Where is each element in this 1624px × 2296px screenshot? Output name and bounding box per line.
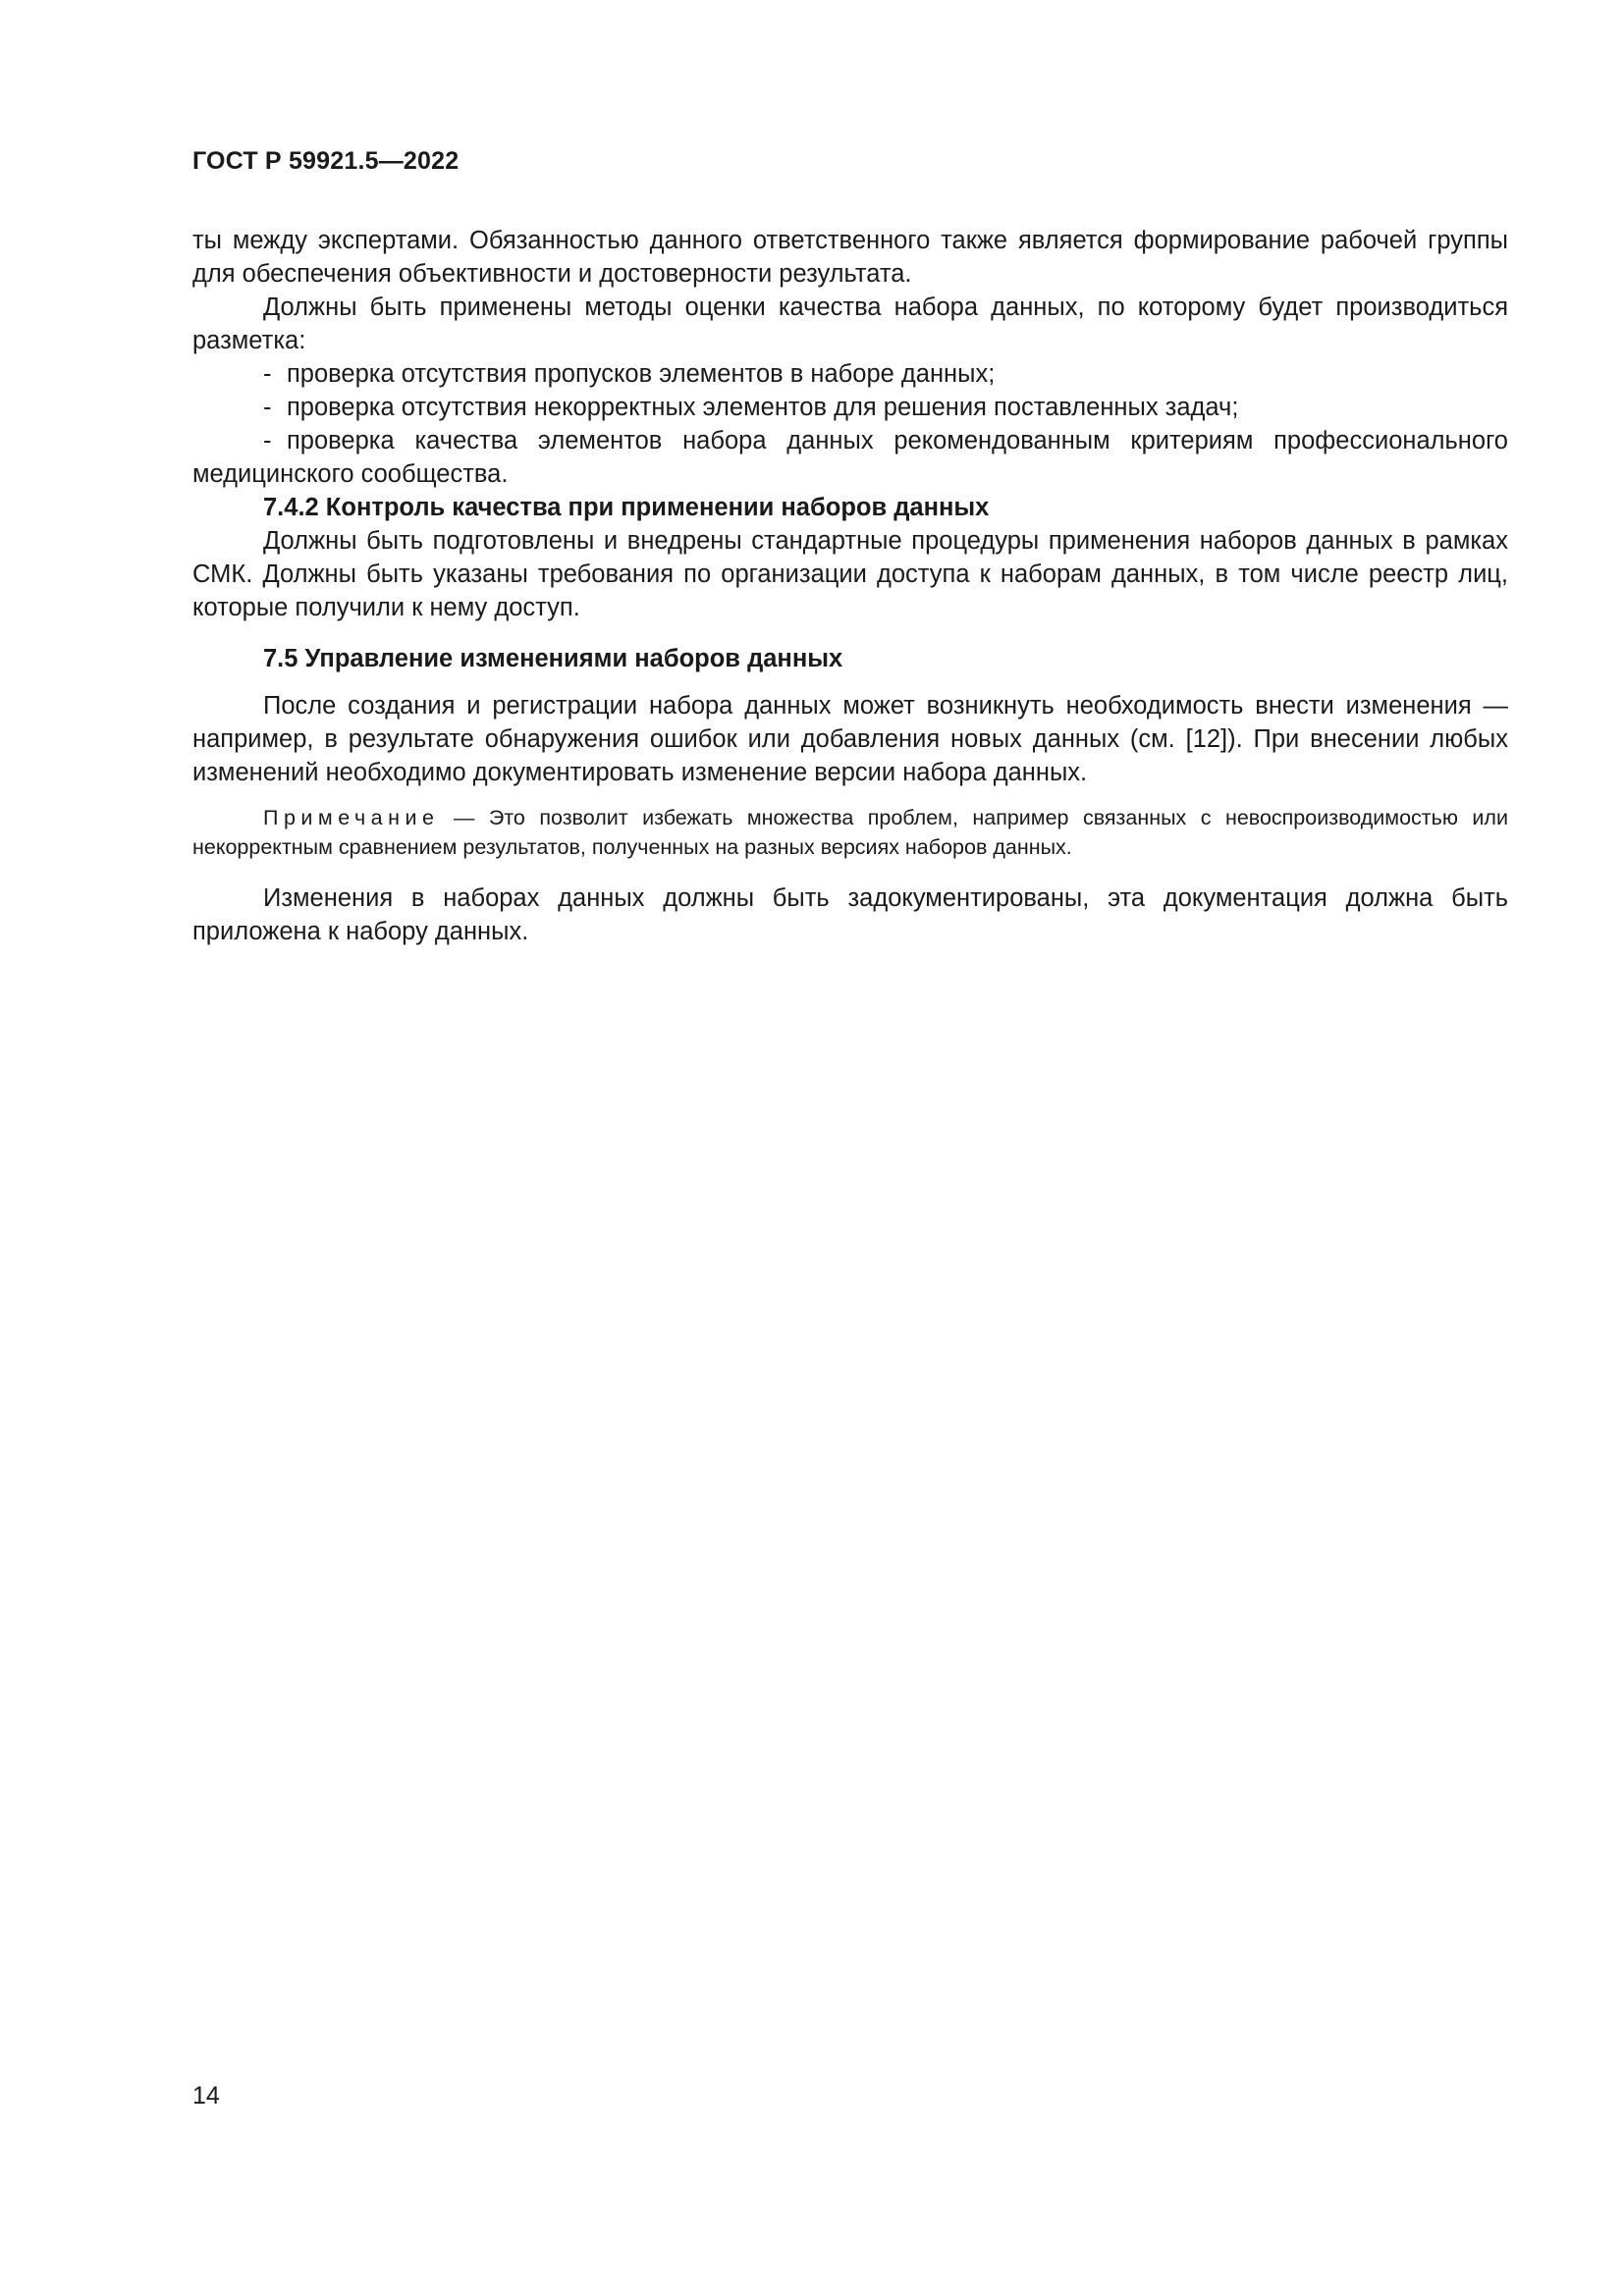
paragraph-continuation: ты между экспертами. Обязанностью данного ответственного также является формирование рабочей группы для обеспечения объективности и достоверности результата. (192, 227, 1508, 288)
list-item (192, 391, 1508, 424)
note (192, 803, 1508, 862)
list-item (192, 357, 1508, 391)
note-label: Примечание (263, 806, 440, 829)
list-dash: - (263, 427, 272, 454)
subsection-heading-7-4-2: 7.4.2 Контроль качества при применении наборов данных (263, 494, 990, 521)
section-heading-7-5: 7.5 Управление изменениями наборов данных (263, 645, 843, 672)
paragraph-change-management: После создания и регистрации набора данных может возникнуть необходимость внести изменения — например, в результате обнаружения ошибок или добавления новых данных (см. [12]). При внесении любых изменений необходимо документировать изменение версии набора данных. (192, 692, 1508, 786)
page-number: 14 (192, 2082, 220, 2109)
paragraph-quality-methods: Должны быть применены методы оценки качества набора данных, по которому будет производиться разметка: (192, 294, 1508, 354)
list-item-text: проверка отсутствия некорректных элементов для решения поставленных задач; (287, 394, 1239, 421)
list-dash: - (263, 394, 272, 421)
list-item-text: проверка качества элементов набора данных рекомендованным критериям профессионального медицинского сообщества. (192, 427, 1508, 488)
paragraph-documentation: Изменения в наборах данных должны быть задокументированы, эта документация должна быть приложена к набору данных. (192, 884, 1508, 945)
paragraph-access-control: Должны быть подготовлены и внедрены стандартные процедуры применения наборов данных в рамках СМК. Должны быть указаны требования по организации доступа к наборам данных, в том числе реестр лиц, которые получили к нему доступ. (192, 527, 1508, 621)
list-item-text: проверка отсутствия пропусков элементов в наборе данных; (287, 360, 996, 388)
document-header: ГОСТ Р 59921.5—2022 (192, 147, 460, 175)
note-text: — Это позволит избежать множества проблем, например связанных с невоспроизводимостью или некорректным сравнением результатов, полученных на разных версиях наборов данных. (192, 806, 1508, 859)
document-body (192, 224, 1508, 948)
list-item (192, 424, 1508, 491)
list-dash: - (263, 360, 272, 388)
